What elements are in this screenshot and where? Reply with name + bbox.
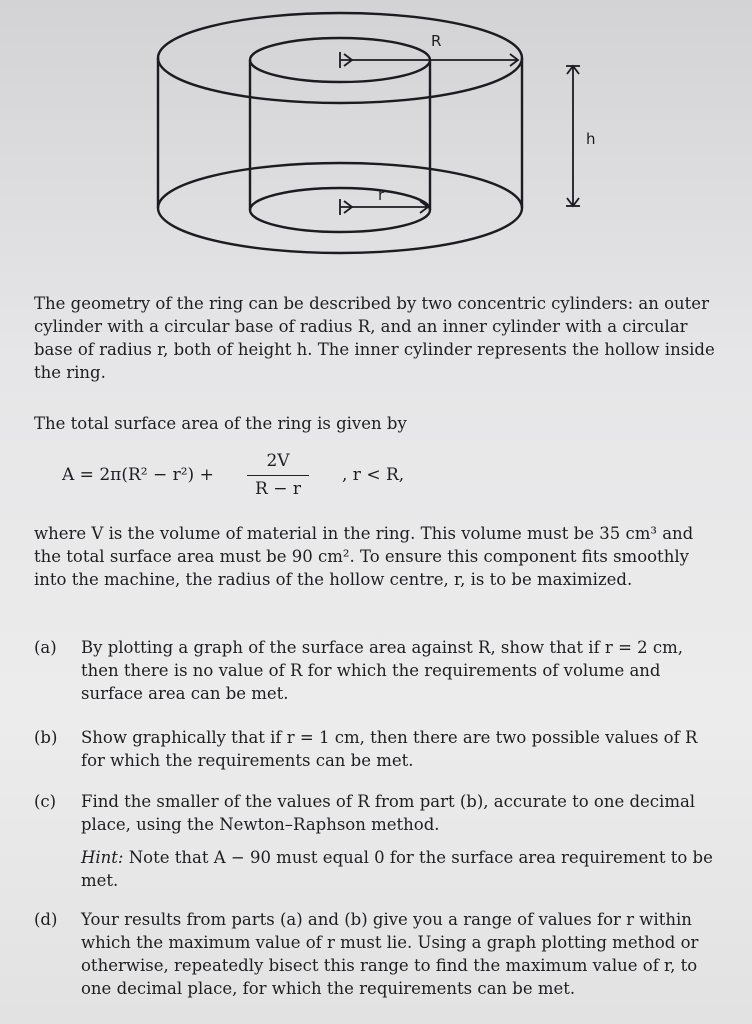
part-label: (d)	[34, 910, 58, 929]
hint-text: Note that A − 90 must equal 0 for the surface area requirement to be met.	[81, 848, 713, 890]
part-label: (b)	[34, 728, 58, 747]
hint-note	[81, 846, 721, 892]
formula-denominator: R − r	[255, 479, 301, 499]
part-label: (a)	[34, 638, 57, 657]
part-text: Find the smaller of the values of R from part (b), accurate to one decimal place, using the Newton–Raphson method.	[81, 792, 696, 834]
label-R: R	[431, 32, 442, 50]
part-d	[34, 908, 724, 1000]
part-c	[34, 790, 724, 836]
formula-numerator: 2V	[247, 450, 309, 476]
formula-lead-text: The total surface area of the ring is given by	[34, 414, 407, 433]
formula-lhs: A = 2π(R² − r²) +	[62, 465, 214, 485]
concentric-cylinders-diagram	[0, 0, 752, 290]
part-label: (c)	[34, 792, 57, 811]
hint-label: Hint:	[81, 848, 124, 867]
formula-condition: , r < R,	[342, 465, 405, 485]
part-text: Show graphically that if r = 1 cm, then there are two possible values of R for which the requirements can be met.	[81, 728, 698, 770]
part-text: Your results from parts (a) and (b) give you a range of values for r within which the maximum value of r must lie. Using a graph plotting method or otherwise, repeatedly bisect this range to find the maximum value of r, to one decimal place, for which the requirements can be met.	[81, 910, 699, 998]
label-r: r	[378, 186, 385, 204]
surface-area-formula	[62, 450, 582, 510]
label-h: h	[586, 130, 596, 148]
part-text: By plotting a graph of the surface area against R, show that if r = 2 cm, then there is no value of R for which the requirements of volume and surface area can be met.	[81, 638, 684, 703]
requirements-paragraph: where V is the volume of material in the ring. This volume must be 35 cm³ and the total surface area must be 90 cm². To ensure this component fits smoothly into the machine, the radius of the hollow centre, r, is to be maximized.	[34, 524, 694, 589]
part-b	[34, 726, 724, 772]
part-a	[34, 636, 724, 705]
formula-fraction	[247, 450, 309, 501]
intro-paragraph: The geometry of the ring can be described by two concentric cylinders: an outer cylinder with a circular base of radius R, and an inner cylinder with a circular base of radius r, both of height h. The inner cylinder represents the hollow inside the ring.	[34, 294, 715, 382]
